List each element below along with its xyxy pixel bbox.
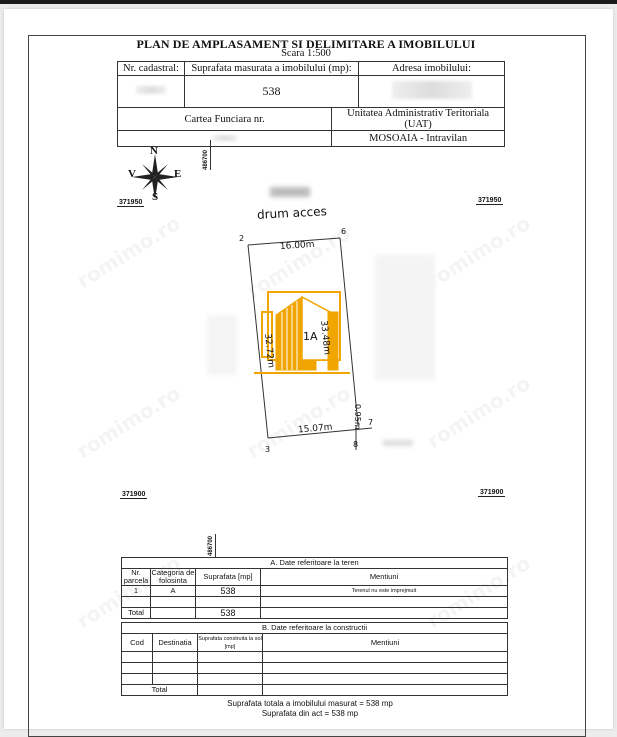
point-8: 8 [353,440,359,449]
nr-cadastral-label: Nr. cadastral: [118,62,185,76]
coord-bottom-y: 486700 [208,535,214,556]
construction-header-mentiuni: Mentiuni [263,634,508,652]
land-header-categoria: Categoria de folosinta [151,568,195,585]
table-row [122,597,508,608]
table-row-total [122,608,508,619]
coord-bottom-right-x: 371900 [480,489,504,496]
construction-table [121,622,508,696]
top-side-length: 16.00m [279,239,315,253]
total-value: 538 [196,608,261,619]
footer-from-act: Suprafata din act = 538 mp [261,709,359,718]
construction-header-suprafata: Suprafata construita la sol [mp] [198,635,262,650]
right-side-length: 33.48m [318,320,332,356]
land-table [121,557,508,619]
table-row-total [122,685,508,696]
coord-bottom-left-x: 371900 [122,491,146,498]
land-header-suprafata: Suprafata [mp] [196,569,261,586]
cell: A [151,586,196,597]
total-label: Total [122,608,151,619]
construction-header-destinatia: Destinatia [153,634,198,652]
compass-west: V [128,168,136,180]
point-7: 7 [368,418,374,427]
compass-north: N [150,145,158,157]
table-row [122,652,508,663]
construction-header-cod: Cod [122,634,153,652]
footer-total-measured: Suprafata totala a imobilului masurat = 538 mp [227,699,393,708]
construction-section-title: B. Date referitoare la constructii [122,623,508,634]
road-label: drum acces [256,204,328,222]
compass-south: S [152,191,159,203]
land-header-mentiuni: Mentiuni [261,569,508,586]
parcel-label: 1A [303,330,318,343]
coord-top-left-x: 371950 [119,199,143,206]
point-3: 3 [265,445,271,454]
document-title: PLAN DE AMPLASAMENT SI DELIMITARE A IMOBILULUI [136,37,476,51]
land-header-nr: Nr. parcela [122,569,151,586]
coord-top-y: 486700 [203,149,209,170]
carte-funciara-label: Cartea Funciara nr. [118,108,332,131]
small-side-length: 0.95m [353,404,362,430]
uat-label: Unitatea Administrativ Teritoriala (UAT) [332,108,505,131]
point-6: 6 [341,227,347,236]
coord-top-right-x: 371950 [478,197,502,204]
document-scale: Scara 1:500 [281,48,331,59]
cell: 1 [122,586,151,597]
table-row [122,663,508,674]
cell: 538 [196,586,261,597]
table-row [122,674,508,685]
uat-value: MOSOAIA - Intravilan [332,131,505,147]
total-label: Total [122,685,198,696]
suprafata-label: Suprafata masurata a imobilului (mp): [185,62,359,76]
adresa-label: Adresa imobilului: [359,62,505,76]
bottom-side-length: 15.07m [297,422,333,436]
suprafata-value: 538 [185,76,359,108]
land-section-title: A. Date referitoare la teren [122,558,508,569]
table-row [122,586,508,597]
left-side-length: 32.72m [262,333,276,369]
compass-east: E [174,168,182,180]
cell: Terenul nu este imprejmuit [261,586,508,597]
point-2: 2 [239,234,245,243]
